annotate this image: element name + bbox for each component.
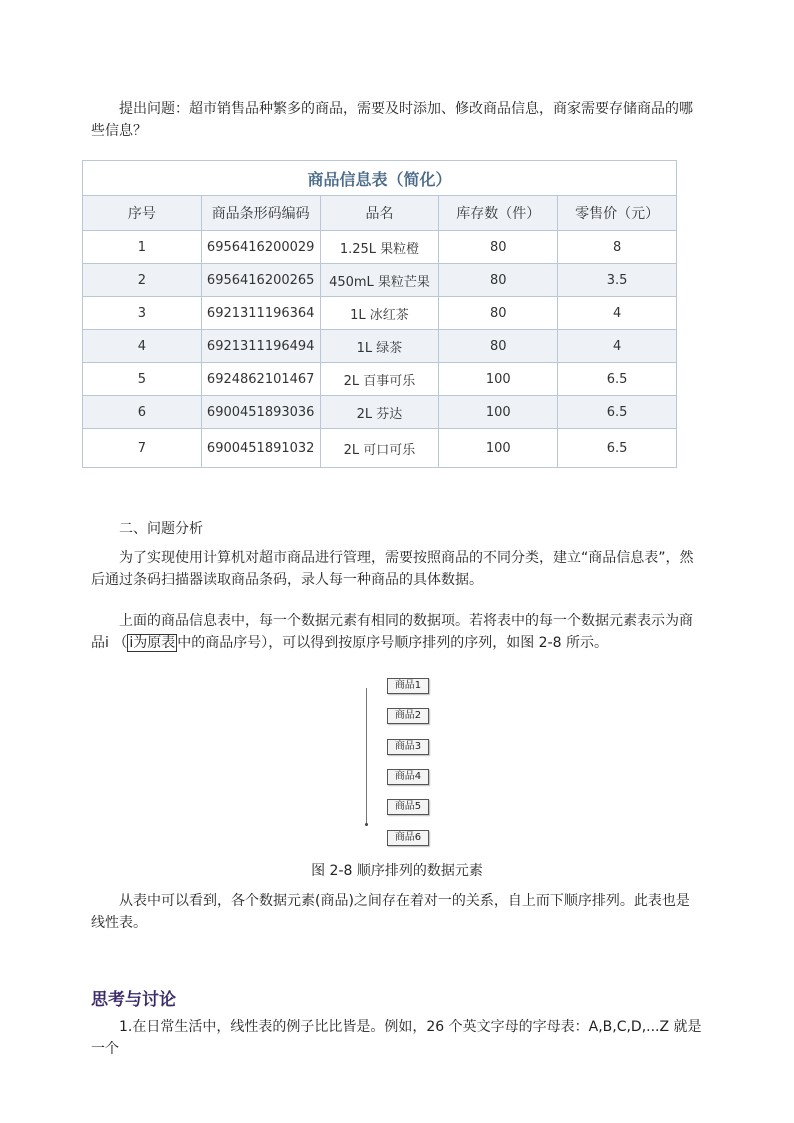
table-cell: 450mL 果粒芒果 [320, 264, 439, 297]
discussion-heading: 思考与讨论 [91, 990, 176, 1010]
table-row [83, 429, 677, 468]
header-cell: 品名 [320, 196, 439, 231]
table-row [83, 363, 677, 396]
table-cell: 2L 百事可乐 [320, 363, 439, 396]
conclusion-paragraph: 从表中可以看到，各个数据元素(商品)之间存在着对一的关系，自上而下顺序排列。此表也是线性表。 [91, 893, 690, 931]
sequence-line [366, 688, 367, 826]
sequence-node: 商品1 [387, 678, 429, 694]
table-cell: 6956416200265 [201, 264, 320, 297]
sequence-node: 商品6 [387, 830, 429, 846]
table-cell: 6921311196364 [201, 297, 320, 330]
table-row [83, 231, 677, 264]
goods-info-table [82, 160, 677, 468]
table-cell: 100 [439, 396, 558, 429]
table-cell: 2L 芬达 [320, 396, 439, 429]
table-cell: 6924862101467 [201, 363, 320, 396]
table-cell: 4 [83, 330, 202, 363]
table-cell: 1 [83, 231, 202, 264]
table-title: 商品信息表（简化） [83, 161, 677, 196]
sequence-node: 商品4 [387, 769, 429, 785]
sequence-node: 商品3 [387, 739, 429, 755]
table-cell: 2L 可口可乐 [320, 429, 439, 468]
table-cell: 6921311196494 [201, 330, 320, 363]
header-cell: 序号 [83, 196, 202, 231]
sequence-node: 商品5 [387, 799, 429, 815]
table-row [83, 330, 677, 363]
discussion-paragraph-1: 1.在日常生活中，线性表的例子比比皆是。例如，26 个英文字母的字母表：A,B,C,D,...Z 就是一个 [91, 1019, 702, 1057]
table-cell: 3 [83, 297, 202, 330]
table-cell: 1.25L 果粒橙 [320, 231, 439, 264]
table-cell: 80 [439, 297, 558, 330]
table-cell: 80 [439, 264, 558, 297]
table-cell: 6900451893036 [201, 396, 320, 429]
table-cell: 1L 绿茶 [320, 330, 439, 363]
intro-question: 提出问题：超市销售品种繁多的商品，需要及时添加、修改商品信息，商家需要存储商品的哪些信息？ [91, 101, 693, 139]
table-cell: 6 [83, 396, 202, 429]
table-cell: 80 [439, 330, 558, 363]
table-cell: 100 [439, 363, 558, 396]
table-cell: 6956416200029 [201, 231, 320, 264]
table-cell: 6900451891032 [201, 429, 320, 468]
boxed-text: i为原表 [129, 635, 176, 651]
sequence-line-end [365, 823, 368, 826]
table-row [83, 396, 677, 429]
table-cell: 4 [558, 297, 677, 330]
table-cell: 100 [439, 429, 558, 468]
table-header-row [83, 196, 677, 231]
table-cell: 7 [83, 429, 202, 468]
table-cell: 3.5 [558, 264, 677, 297]
sequence-node: 商品2 [387, 708, 429, 724]
analysis-p2-text: 中的商品序号），可以得到按原序号顺序排列的序列，如图 2-8 所示。 [177, 635, 608, 651]
header-cell: 库存数（件） [439, 196, 558, 231]
analysis-paragraph-2 [91, 610, 703, 654]
header-cell: 零售价（元） [558, 196, 677, 231]
table-cell: 6.5 [558, 429, 677, 468]
figure-caption: 图 2-8 顺序排列的数据元素 [311, 863, 483, 879]
analysis-p2-text: 上面的商品信息表中，每一个数据元素有相同的数据项。若将表中的每一个数据元素表示为商品i （ [91, 613, 693, 651]
table-cell: 80 [439, 231, 558, 264]
table-cell: 5 [83, 363, 202, 396]
table-row [83, 264, 677, 297]
table-cell: 4 [558, 330, 677, 363]
analysis-heading: 二、问题分析 [119, 521, 203, 537]
table-cell: 6.5 [558, 396, 677, 429]
table-cell: 2 [83, 264, 202, 297]
table-cell: 8 [558, 231, 677, 264]
table-cell: 1L 冰红茶 [320, 297, 439, 330]
analysis-paragraph-1: 为了实现使用计算机对超市商品进行管理，需要按照商品的不同分类，建立“商品信息表”，然后通过条码扫描器读取商品条码，录人每一种商品的具体数据。 [91, 550, 694, 588]
header-cell: 商品条形码编码 [201, 196, 320, 231]
table-cell: 6.5 [558, 363, 677, 396]
table-row [83, 297, 677, 330]
